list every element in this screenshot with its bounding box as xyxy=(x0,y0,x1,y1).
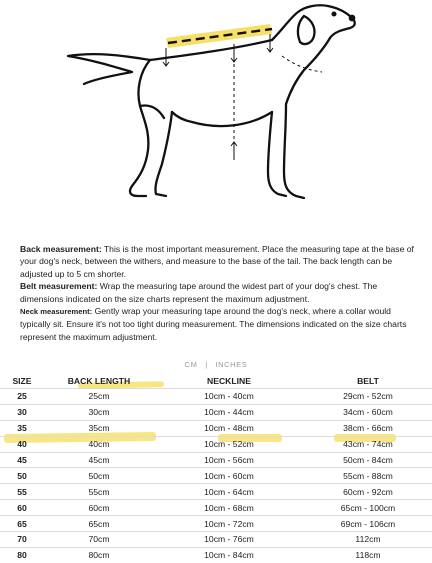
cell-belt: 69cm - 106cm xyxy=(304,516,432,532)
cell-size: 25 xyxy=(0,389,44,405)
table-row xyxy=(0,516,432,532)
header-back-length: BACK LENGTH xyxy=(67,376,131,386)
cell-belt: 55cm - 88cm xyxy=(304,468,432,484)
table-row xyxy=(0,484,432,500)
measure-arrows xyxy=(163,34,273,160)
size-chart-table xyxy=(0,374,432,563)
cell-neckline: 10cm - 60cm xyxy=(154,468,304,484)
back-measurement-text: This is the most important measurement. Place the measuring tape at the base of your dog's neck, between the withers, and measure to the base of the tail. The back length can be adjusted up to 5 cm shorter. xyxy=(20,244,414,279)
neck-measurement-text: Gently wrap your measuring tape around the dog's neck, where a collar would typically sit. Ensure it's not too tight during measurement. The dimensions indicated on the size charts represent the maximum adjustment. xyxy=(20,306,407,342)
table-row xyxy=(0,468,432,484)
cell-back-length: 50cm xyxy=(44,468,154,484)
cell-back-length: 70cm xyxy=(44,532,154,548)
cell-neckline: 10cm - 68cm xyxy=(154,500,304,516)
cell-belt: 65cm - 100cm xyxy=(304,500,432,516)
table-header-row xyxy=(0,374,432,389)
cell-size: 30 xyxy=(0,404,44,420)
cell-back-length: 40cm xyxy=(44,436,154,452)
back-measurement-paragraph xyxy=(20,243,418,280)
table-row xyxy=(0,452,432,468)
cell-belt: 60cm - 92cm xyxy=(304,484,432,500)
back-measurement-label: Back measurement: xyxy=(20,244,102,254)
table-row xyxy=(0,389,432,405)
cell-back-length: 80cm xyxy=(44,547,154,562)
cell-neckline: 10cm - 64cm xyxy=(154,484,304,500)
neck-measurement-paragraph xyxy=(20,305,418,343)
cell-size: 65 xyxy=(0,516,44,532)
unit-cm-option[interactable]: CM xyxy=(184,360,198,369)
cell-size: 70 xyxy=(0,532,44,548)
cell-size: 55 xyxy=(0,484,44,500)
cell-back-length: 55cm xyxy=(44,484,154,500)
cell-neckline: 10cm - 84cm xyxy=(154,547,304,562)
measurement-instructions xyxy=(20,243,418,343)
cell-neckline: 10cm - 48cm xyxy=(154,420,304,436)
cell-neckline: 10cm - 72cm xyxy=(154,516,304,532)
cell-back-length: 25cm xyxy=(44,389,154,405)
cell-neckline: 10cm - 40cm xyxy=(154,389,304,405)
table-row xyxy=(0,420,432,436)
unit-toggle xyxy=(0,360,432,369)
table-row xyxy=(0,404,432,420)
unit-separator: | xyxy=(205,360,208,369)
neck-measurement-label: Neck measurement: xyxy=(20,307,93,317)
cell-back-length: 45cm xyxy=(44,452,154,468)
cell-size: 50 xyxy=(0,468,44,484)
cell-size: 60 xyxy=(0,500,44,516)
unit-inches-option[interactable]: INCHES xyxy=(215,360,248,369)
cell-size: 40 xyxy=(0,436,44,452)
header-size: SIZE xyxy=(12,376,32,386)
cell-neckline: 10cm - 56cm xyxy=(154,452,304,468)
cell-neckline: 10cm - 76cm xyxy=(154,532,304,548)
cell-belt: 118cm xyxy=(304,547,432,562)
belt-measurement-label: Belt measurement: xyxy=(20,281,98,292)
header-neckline: NECKLINE xyxy=(207,376,251,386)
cell-belt: 112cm xyxy=(304,532,432,548)
cell-size: 35 xyxy=(0,420,44,436)
belt-measurement-paragraph xyxy=(20,280,418,305)
cell-back-length: 30cm xyxy=(44,404,154,420)
dog-measurement-illustration xyxy=(0,0,432,232)
cell-back-length: 65cm xyxy=(44,516,154,532)
header-belt: BELT xyxy=(357,376,379,386)
cell-belt: 43cm - 74cm xyxy=(304,436,432,452)
cell-neckline: 10cm - 44cm xyxy=(154,404,304,420)
cell-size: 45 xyxy=(0,452,44,468)
cell-neckline: 10cm - 52cm xyxy=(154,436,304,452)
cell-back-length: 35cm xyxy=(44,420,154,436)
table-row xyxy=(0,436,432,452)
cell-belt: 50cm - 84cm xyxy=(304,452,432,468)
cell-back-length: 60cm xyxy=(44,500,154,516)
belt-measurement-text: Wrap the measuring tape around the widest part of your dog's chest. The dimensions indicated on the size charts represent the maximum adjustment. xyxy=(20,281,378,304)
table-row xyxy=(0,532,432,548)
cell-size: 80 xyxy=(0,547,44,562)
cell-belt: 34cm - 60cm xyxy=(304,404,432,420)
cell-belt: 29cm - 52cm xyxy=(304,389,432,405)
table-row xyxy=(0,500,432,516)
cell-belt: 38cm - 66cm xyxy=(304,420,432,436)
